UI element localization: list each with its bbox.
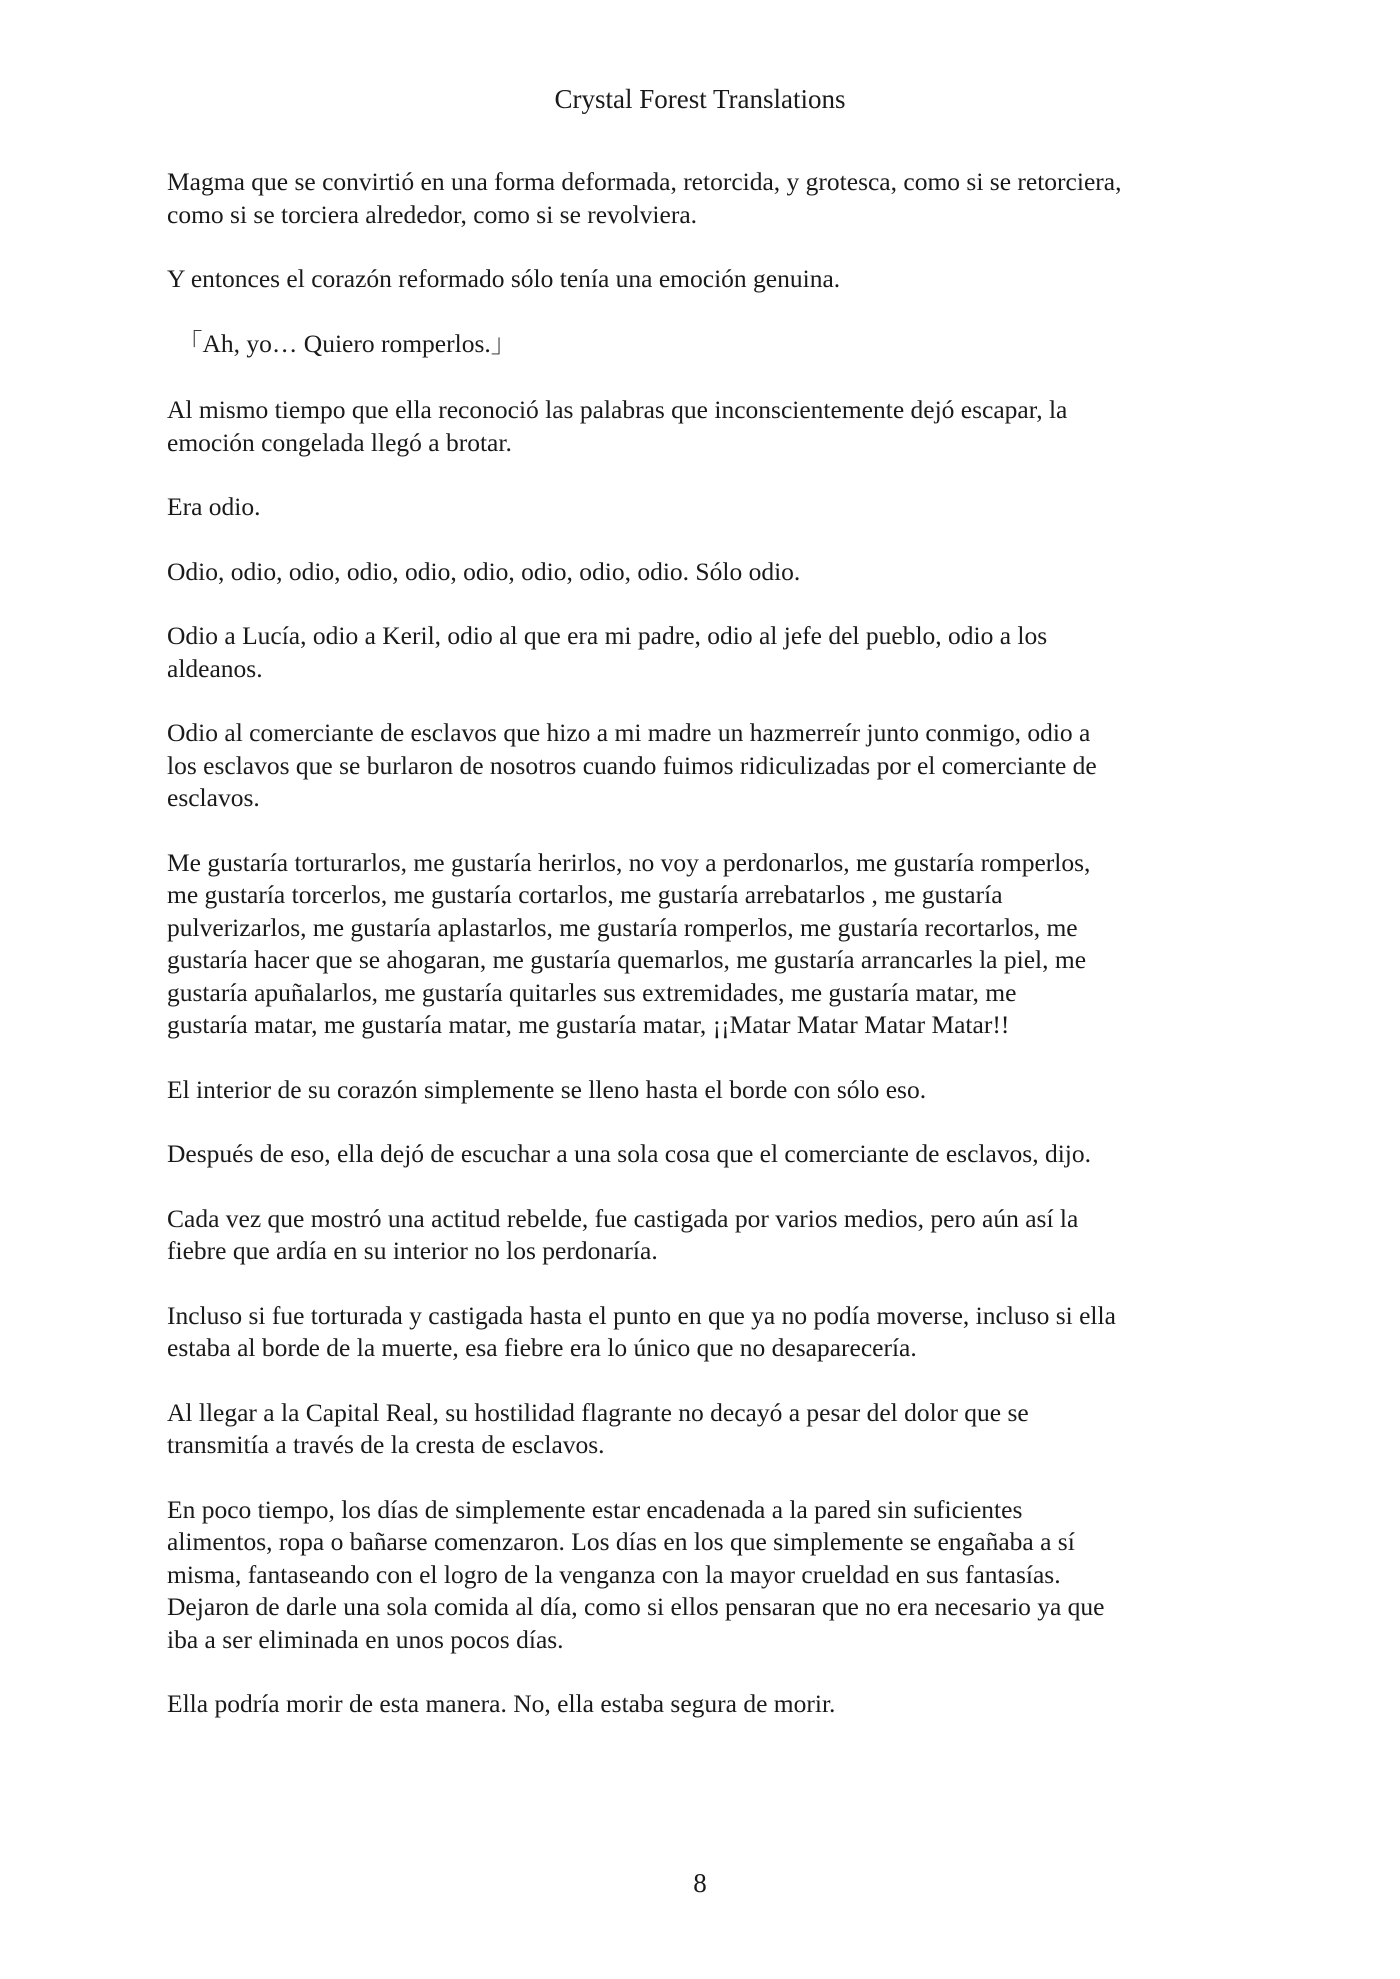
- page-number: 8: [693, 1868, 707, 1898]
- page-header: Crystal Forest Translations: [554, 84, 846, 114]
- paragraph: Cada vez que mostró una actitud rebelde, fue castigada por varios medios, pero aún así la fiebre que ardía en su interior no los perdonaría.: [167, 1203, 1079, 1265]
- page-body: [167, 166, 1237, 1753]
- paragraph: Era odio.: [167, 492, 261, 521]
- dialogue-line: 「Ah, yo… Quiero romperlos.」: [177, 328, 517, 358]
- paragraph: Odio a Lucía, odio a Keril, odio al que era mi padre, odio al jefe del pueblo, odio a los aldeanos.: [167, 621, 1048, 683]
- paragraph: Al mismo tiempo que ella reconoció las palabras que inconscientemente dejó escapar, la emoción congelada llegó a brotar.: [167, 395, 1068, 457]
- paragraph: Al llegar a la Capital Real, su hostilidad flagrante no decayó a pesar del dolor que se transmitía a través de la cresta de esclavos.: [167, 1397, 1029, 1459]
- paragraph: Después de eso, ella dejó de escuchar a una sola cosa que el comerciante de esclavos, dijo.: [167, 1139, 1092, 1168]
- paragraph: Odio, odio, odio, odio, odio, odio, odio, odio, odio. Sólo odio.: [167, 556, 801, 586]
- paragraph: Incluso si fue torturada y castigada hasta el punto en que ya no podía moverse, incluso si ella estaba al borde de la muerte, esa fiebre era lo único que no desaparecería.: [167, 1300, 1116, 1362]
- paragraph: El interior de su corazón simplemente se lleno hasta el borde con sólo eso.: [167, 1074, 927, 1104]
- paragraph: Me gustaría torturarlos, me gustaría herirlos, no voy a perdonarlos, me gustaría romperlos, me gustaría torcerlos, me gustaría cortarlos, me gustaría arrebatarlos , me gustaría pulverizarlos, me gustaría aplastarlos, me gustaría romperlos, me gustaría recortarlos, me gustaría hacer que se ahogaran, me gustaría quemarlos, me gustaría arrancarles la piel, me gustaría apuñalarlos, me gustaría quitarles sus extremidades, me gustaría matar, me gustaría matar, me gustaría matar, me gustaría matar, ¡¡Matar Matar Matar Matar!!: [167, 847, 1091, 1039]
- paragraph: Ella podría morir de esta manera. No, ella estaba segura de morir.: [167, 1689, 836, 1718]
- paragraph: Odio al comerciante de esclavos que hizo a mi madre un hazmerreír junto conmigo, odio a los esclavos que se burlaron de nosotros cuando fuimos ridiculizadas por el comerciante de esclavos.: [167, 718, 1097, 812]
- paragraph: Magma que se convirtió en una forma deformada, retorcida, y grotesca, como si se retorciera, como si se torciera alrededor, como si se revolviera.: [167, 167, 1122, 229]
- paragraph: En poco tiempo, los días de simplemente estar encadenada a la pared sin suficientes alimentos, ropa o bañarse comenzaron. Los días en los que simplemente se engañaba a sí misma, fantaseando con el logro de la venganza con la mayor crueldad en sus fantasías. Dejaron de darle una sola comida al día, como si ellos pensaran que no era necesario ya que iba a ser eliminada en unos pocos días.: [167, 1494, 1105, 1654]
- paragraph: Y entonces el corazón reformado sólo tenía una emoción genuina.: [167, 264, 841, 293]
